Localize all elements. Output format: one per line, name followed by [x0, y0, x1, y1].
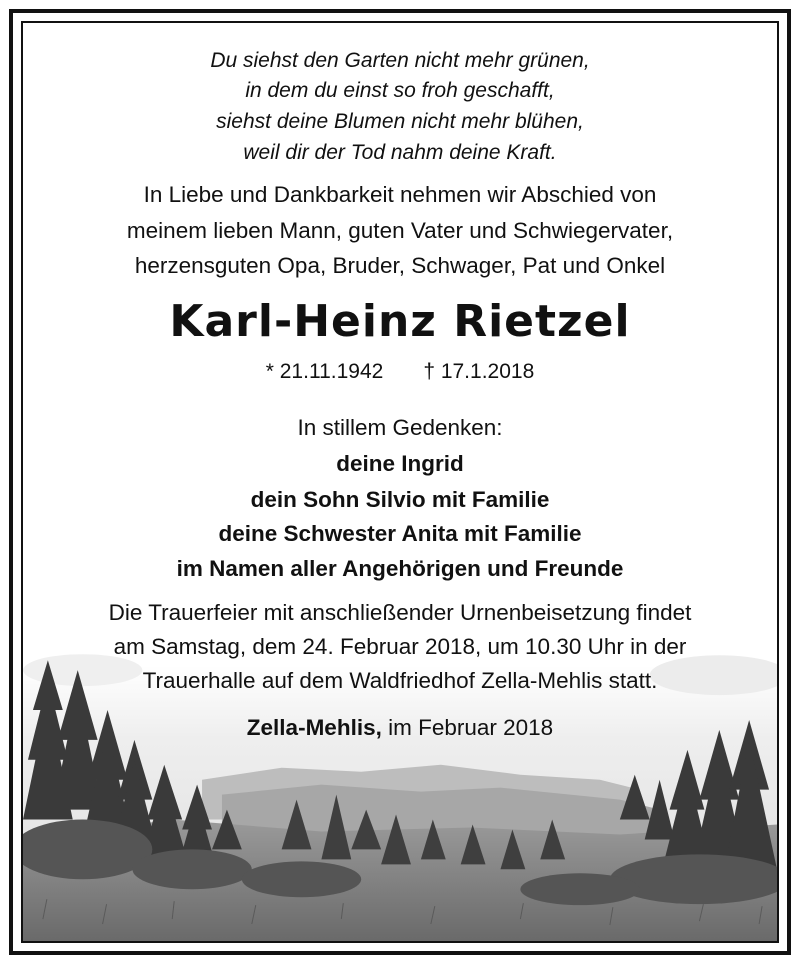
place-date: im Februar 2018: [381, 715, 554, 740]
mourner-line: dein Sohn Silvio mit Familie: [250, 487, 550, 512]
death-date: † 17.1.2018: [423, 360, 535, 383]
poem-line: weil dir der Tod nahm deine Kraft.: [243, 141, 557, 164]
life-dates: [23, 360, 777, 384]
poem-line: in dem du einst so froh geschafft,: [245, 79, 555, 102]
intro-line: herzensguten Opa, Bruder, Schwager, Pat und Onkel: [134, 253, 666, 278]
intro-line: In Liebe und Dankbarkeit nehmen wir Abschied von: [143, 182, 657, 207]
mourner-line: im Namen aller Angehörigen und Freunde: [176, 556, 624, 581]
funeral-line: Trauerhalle auf dem Waldfriedhof Zella-Mehlis statt.: [142, 668, 658, 693]
memory-heading: In stillem Gedenken:: [297, 415, 503, 440]
mourner-line: deine Ingrid: [336, 451, 464, 476]
intro-line: meinem lieben Mann, guten Vater und Schwiegervater,: [126, 218, 674, 243]
deceased-name: Karl-Heinz Rietzel: [169, 296, 631, 347]
funeral-line: am Samstag, dem 24. Februar 2018, um 10.30 Uhr in der: [113, 634, 687, 659]
place-town: Zella-Mehlis,: [246, 715, 382, 740]
outer-frame: [9, 9, 791, 955]
poem-line: siehst deine Blumen nicht mehr blühen,: [216, 110, 584, 133]
place-date-line: [23, 715, 777, 741]
mourner-line: deine Schwester Anita mit Familie: [218, 521, 582, 546]
inner-frame: [21, 21, 779, 943]
funeral-line: Die Trauerfeier mit anschließender Urnenbeisetzung findet: [108, 600, 692, 625]
poem-line: Du siehst den Garten nicht mehr grünen,: [210, 49, 590, 72]
birth-date: * 21.11.1942: [265, 360, 384, 383]
